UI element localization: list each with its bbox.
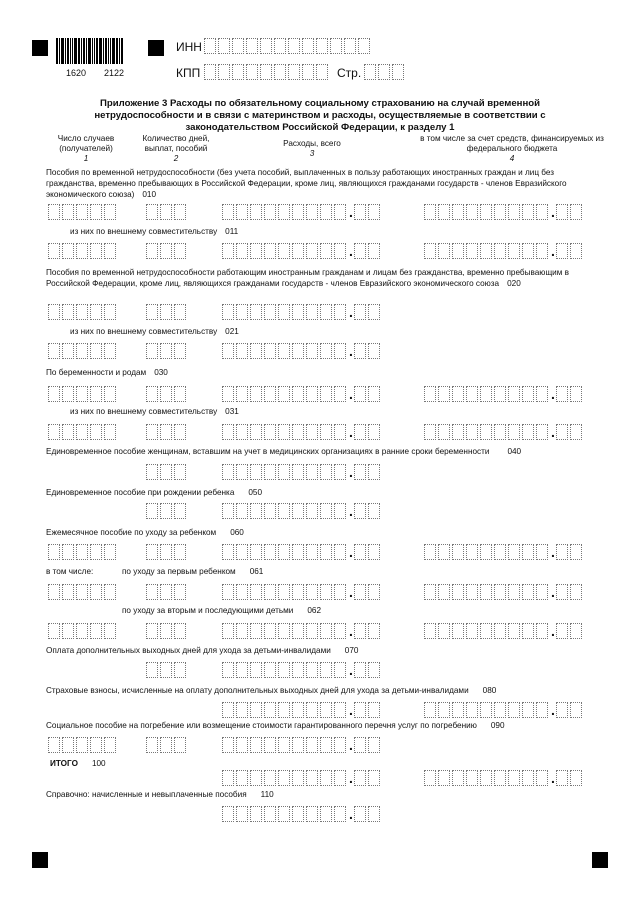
column-header-3-number: 3 (309, 149, 315, 158)
form-title: Приложение 3 Расходы по обязательному социальному страхованию на случай временной нетрудоспособности и в связи с материнством и расходы, осуществляемые в соответствии с законодательством Российской Федерации, к разделу 1 (94, 98, 546, 133)
row-040-code: 040 (507, 447, 522, 456)
row-080-col4[interactable]: . (424, 702, 584, 718)
row-021-col1[interactable] (48, 343, 118, 359)
row-010-col3[interactable]: . (222, 204, 382, 220)
row-010-col4[interactable]: . (424, 204, 584, 220)
column-header-2 (136, 134, 216, 164)
row-011-col3[interactable]: . (222, 243, 382, 259)
row-030-col1[interactable] (48, 386, 118, 402)
row-010-col1[interactable] (48, 204, 118, 220)
kpp-label: КПП (176, 66, 201, 80)
row-040-col3[interactable]: . (222, 464, 382, 480)
corner-marker-bottom-left (32, 852, 48, 868)
row-100-label: ИТОГО 100 (50, 759, 106, 768)
row-050-label: Единовременное пособие при рождении ребенка 050 (46, 488, 263, 497)
page-label: Стр. (337, 66, 362, 80)
column-header-1-label: Число случаев (получателей) (57, 134, 115, 153)
column-header-4-number: 4 (509, 154, 515, 163)
row-040-label: Единовременное пособие женщинам, вставшим на учет в медицинских организациях в ранние сроки беременности 040 (46, 447, 522, 456)
row-100-code: 100 (91, 759, 106, 768)
corner-marker-top-right (148, 40, 164, 56)
row-030-label: По беременности и родам 030 (46, 368, 168, 377)
row-030-code: 030 (154, 368, 168, 377)
row-011-col2[interactable] (146, 243, 188, 259)
inn-label: ИНН (176, 40, 202, 54)
row-031-col4[interactable]: . (424, 424, 584, 440)
row-050-col3[interactable]: . (222, 503, 382, 519)
row-070-label: Оплата дополнительных выходных дней для ухода за детьми-инвалидами 070 (46, 646, 359, 655)
column-header-3-label: Расходы, всего (283, 139, 341, 148)
row-021-label: из них по внешнему совместительству 021 (70, 327, 239, 336)
row-062-col3[interactable]: . (222, 623, 382, 639)
corner-marker-top-left (32, 40, 48, 56)
row-061-label: по уходу за первым ребенком 061 (122, 567, 264, 576)
barcode-number-left: 1620 (66, 68, 87, 78)
row-010-code: 010 (142, 190, 157, 199)
row-080-code: 080 (482, 686, 497, 695)
row-060-col4[interactable]: . (424, 544, 584, 560)
row-090-code: 090 (490, 721, 505, 730)
column-header-4-label: в том числе за счет средств, финансируемых из федерального бюджета (420, 134, 604, 153)
row-110-col3[interactable]: . (222, 806, 382, 822)
row-080-col3[interactable]: . (222, 702, 382, 718)
row-021-col2[interactable] (146, 343, 188, 359)
row-110-label: Справочно: начисленные и невыплаченные пособия 110 (46, 790, 274, 799)
column-header-4 (412, 134, 612, 164)
row-061-col1[interactable] (48, 584, 118, 600)
row-090-col1[interactable] (48, 737, 118, 753)
row-020-label: Пособия по временной нетрудоспособности работающим иностранным гражданам и лицам без гражданства, временно пребывающим в Российской Федерации, кроме лиц, являющихся гражданами государств - членов Евразийского экономического союза 020 (46, 268, 570, 288)
row-010-label: Пособия по временной нетрудоспособности (без учета пособий, выплаченных в пользу работающих иностранных граждан и лиц без гражданства, временно пребывающих в Российской Федерации, кроме лиц, являющихся гражданами государств - членов Евразийского экономического союза) 010 (46, 168, 567, 199)
row-011-label: из них по внешнему совместительству 011 (70, 227, 239, 236)
row-060-label: Ежемесячное пособие по уходу за ребенком 060 (46, 528, 244, 537)
row-061-col2[interactable] (146, 584, 188, 600)
row-050-code: 050 (248, 488, 263, 497)
column-header-1-number: 1 (83, 154, 89, 163)
barcode (56, 38, 136, 64)
row-062-col2[interactable] (146, 623, 188, 639)
inn-field[interactable] (204, 38, 372, 54)
row-031-col3[interactable]: . (222, 424, 382, 440)
row-090-col2[interactable] (146, 737, 188, 753)
row-100-col4[interactable]: . (424, 770, 584, 786)
column-header-2-number: 2 (173, 154, 179, 163)
row-060-col3[interactable]: . (222, 544, 382, 560)
row-030-col3[interactable]: . (222, 386, 382, 402)
row-060-col1[interactable] (48, 544, 118, 560)
row-100-col3[interactable]: . (222, 770, 382, 786)
row-061-col3[interactable]: . (222, 584, 382, 600)
row-031-col2[interactable] (146, 424, 188, 440)
kpp-field[interactable] (204, 64, 330, 80)
row-021-code: 021 (225, 327, 239, 336)
row-050-col2[interactable] (146, 503, 188, 519)
row-062-label: по уходу за вторым и последующими детьми 062 (122, 606, 322, 615)
row-021-col3[interactable]: . (222, 343, 382, 359)
row-030-col4[interactable]: . (424, 386, 584, 402)
row-060-code: 060 (230, 528, 244, 537)
column-header-1 (46, 134, 126, 164)
row-010-col2[interactable] (146, 204, 188, 220)
row-061-code: 061 (249, 567, 264, 576)
row-080-label: Страховые взносы, исчисленные на оплату дополнительных выходных дней для ухода за детьми-инвалидами 080 (46, 686, 497, 695)
row-110-code: 110 (260, 790, 274, 799)
row-061-col4[interactable]: . (424, 584, 584, 600)
row-090-label: Социальное пособие на погребение или возмещение стоимости гарантированного перечня услуг по погребению 090 (46, 721, 505, 730)
barcode-number-right: 2122 (104, 68, 125, 78)
row-031-code: 031 (225, 407, 239, 416)
column-header-2-label: Количество дней, выплат, пособий (142, 134, 210, 153)
row-062-col4[interactable]: . (424, 623, 584, 639)
row-060-col2[interactable] (146, 544, 188, 560)
row-011-col1[interactable] (48, 243, 118, 259)
page-number-field[interactable] (364, 64, 406, 80)
row-011-code: 011 (225, 227, 239, 236)
row-020-col3[interactable]: . (222, 304, 382, 320)
row-020-col1[interactable] (48, 304, 118, 320)
row-030-col2[interactable] (146, 386, 188, 402)
row-062-code: 062 (307, 606, 322, 615)
row-040-col2[interactable] (146, 464, 188, 480)
row-070-col2[interactable] (146, 662, 188, 678)
row-020-code: 020 (507, 279, 521, 288)
corner-marker-bottom-right (592, 852, 608, 868)
column-header-3 (262, 139, 362, 159)
row-090-col3[interactable]: . (222, 737, 382, 753)
row-020-col2[interactable] (146, 304, 188, 320)
row-031-col1[interactable] (48, 424, 118, 440)
row-061-prefix: в том числе: (46, 567, 94, 576)
row-031-label: из них по внешнему совместительству 031 (70, 407, 239, 416)
row-011-col4[interactable]: . (424, 243, 584, 259)
row-070-code: 070 (344, 646, 359, 655)
row-070-col3[interactable]: . (222, 662, 382, 678)
row-062-col1[interactable] (48, 623, 118, 639)
